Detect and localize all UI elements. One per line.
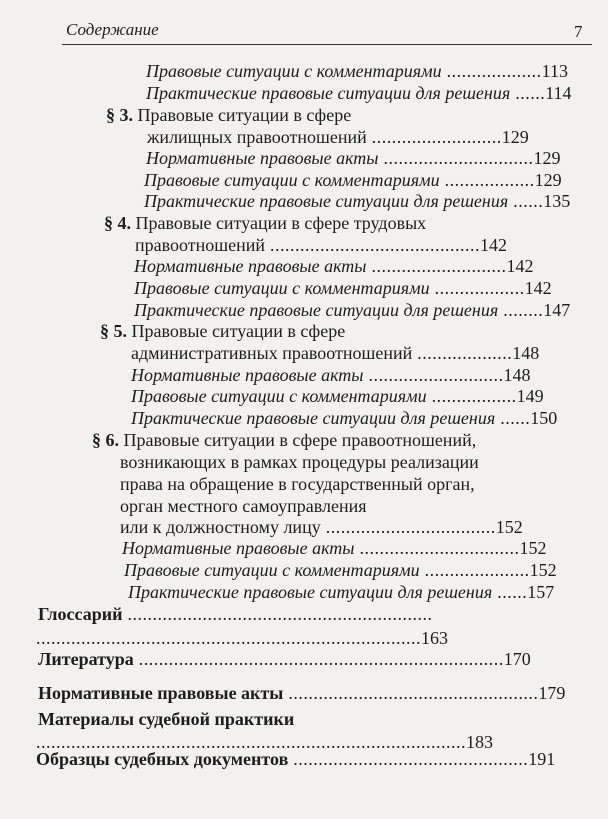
toc-entry (36, 627, 448, 649)
toc-entry (131, 342, 539, 364)
entry-page: 148 (503, 365, 531, 385)
entry-title: Правовые ситуации в сфере трудовых (135, 213, 427, 233)
entry-page: 129 (501, 127, 529, 147)
toc-entry (128, 581, 554, 603)
leader-dots: .................. (429, 278, 525, 298)
entry-page: 157 (527, 582, 555, 602)
entry-page: 135 (543, 191, 571, 211)
leader-dots: ...... (510, 83, 546, 103)
leader-dots: ........................... (366, 256, 507, 276)
section-number: § 3. (106, 105, 138, 125)
toc-entry (134, 277, 552, 299)
entry-title: или к должностному лицу (120, 517, 321, 537)
running-title: Содержание (66, 20, 159, 39)
leader-dots: ................. (426, 386, 517, 406)
toc-entry (134, 299, 570, 321)
entry-page: 147 (543, 300, 571, 320)
toc-entry (120, 495, 367, 517)
entry-title: Материалы судебной практики (38, 709, 295, 729)
entry-title: Практические правовые ситуации для решения (131, 408, 496, 428)
toc-entry (144, 190, 570, 212)
entry-title: возникающих в рамках процедуры реализации (120, 452, 479, 472)
leader-dots: ............................................................................. (36, 628, 421, 648)
entry-page: 152 (495, 517, 523, 537)
entry-title: правоотношений (135, 235, 266, 255)
entry-title: Правовые ситуации с комментариями (146, 61, 442, 81)
toc-entry (100, 320, 345, 342)
toc-entry (38, 603, 432, 625)
entry-title: Правовые ситуации в сфере правоотношений, (123, 430, 477, 450)
entry-page: 183 (466, 732, 493, 752)
section-number: § 6. (92, 430, 124, 450)
entry-page: 142 (506, 256, 534, 276)
entry-page: 149 (516, 386, 544, 406)
entry-title: Нормативные правовые акты (134, 256, 367, 276)
toc-entry (106, 104, 351, 126)
toc-entry (124, 559, 557, 581)
leader-dots: .................................. (320, 517, 496, 537)
entry-title: Практические правовые ситуации для решения (134, 300, 499, 320)
entry-title: Нормативные правовые акты (146, 148, 379, 168)
toc-entry (135, 234, 507, 256)
leader-dots: ................... (412, 343, 513, 363)
entry-page: 163 (421, 628, 448, 648)
toc-entry (131, 364, 530, 386)
entry-page: 152 (519, 538, 547, 558)
entry-title: орган местного самоуправления (120, 496, 367, 516)
entry-title: Нормативные правовые акты (131, 365, 364, 385)
toc-entry (146, 60, 568, 82)
entry-page: 170 (503, 649, 531, 669)
entry-title: Нормативные правовые акты (122, 538, 355, 558)
page-number: 7 (574, 22, 583, 41)
entry-title: Правовые ситуации с комментариями (124, 560, 420, 580)
entry-title: Правовые ситуации в сфере (137, 105, 352, 125)
entry-title: Правовые ситуации с комментариями (144, 170, 440, 190)
toc-entry (146, 82, 572, 104)
entry-page: 142 (524, 278, 552, 298)
entry-title: административных правоотношений (131, 343, 413, 363)
entry-page: 150 (530, 408, 558, 428)
leader-dots: .................................................. (283, 683, 539, 703)
leader-dots: ........ (498, 300, 544, 320)
section-number: § 4. (104, 213, 136, 233)
toc-entry (131, 407, 557, 429)
leader-dots: ................................ (354, 538, 520, 558)
section-number: § 5. (100, 321, 132, 341)
toc-entry (146, 147, 560, 169)
entry-title: Глоссарий (38, 604, 123, 624)
leader-dots: ........................... (363, 365, 504, 385)
entry-title: Образцы судебных документов (36, 749, 289, 769)
entry-title: жилищных правоотношений (147, 127, 367, 147)
entry-page: 114 (545, 83, 572, 103)
leader-dots: .............................. (378, 148, 534, 168)
leader-dots: ...... (495, 408, 531, 428)
toc-entry (120, 516, 523, 538)
toc-entry (144, 169, 562, 191)
toc-entry (38, 648, 531, 670)
entry-title: Практические правовые ситуации для решения (128, 582, 493, 602)
leader-dots: ...... (492, 582, 528, 602)
entry-page: 191 (528, 749, 556, 769)
toc-entry (38, 682, 565, 704)
entry-title: Практические правовые ситуации для решения (144, 191, 509, 211)
toc-entry (122, 537, 546, 559)
entry-title: Нормативные правовые акты (38, 683, 284, 703)
toc-entry (131, 385, 544, 407)
entry-title: права на обращение в государственный орган, (120, 474, 475, 494)
entry-page: 152 (529, 560, 557, 580)
leader-dots: ...... (508, 191, 544, 211)
leader-dots: ...................................................................................... (36, 732, 466, 752)
leader-dots: ......................................................................... (133, 649, 504, 669)
entry-page: 113 (541, 61, 568, 81)
leader-dots: .................. (439, 170, 535, 190)
entry-page: 148 (512, 343, 540, 363)
entry-page: 179 (538, 683, 566, 703)
leader-dots: ................... (441, 61, 542, 81)
entry-page: 129 (534, 170, 562, 190)
toc-entry (120, 451, 479, 473)
entry-title: Правовые ситуации с комментариями (131, 386, 427, 406)
toc-entry (134, 255, 533, 277)
leader-dots: .......................................... (265, 235, 481, 255)
leader-dots: ............................................... (288, 749, 529, 769)
leader-dots: .......................... (366, 127, 502, 147)
header-rule (62, 44, 592, 45)
toc-entry (120, 473, 475, 495)
entry-page: 142 (480, 235, 508, 255)
entry-title: Правовые ситуации в сфере (131, 321, 346, 341)
entry-title: Литература (38, 649, 134, 669)
entry-page: 129 (533, 148, 561, 168)
toc-entry (104, 212, 426, 234)
toc-entry (92, 429, 476, 451)
toc-entry (147, 126, 529, 148)
entry-title: Правовые ситуации с комментариями (134, 278, 430, 298)
leader-dots: ............................................................. (122, 604, 433, 624)
toc-entry (38, 708, 294, 730)
toc-entry (36, 748, 555, 770)
entry-title: Практические правовые ситуации для решения (146, 83, 511, 103)
leader-dots: ..................... (419, 560, 530, 580)
